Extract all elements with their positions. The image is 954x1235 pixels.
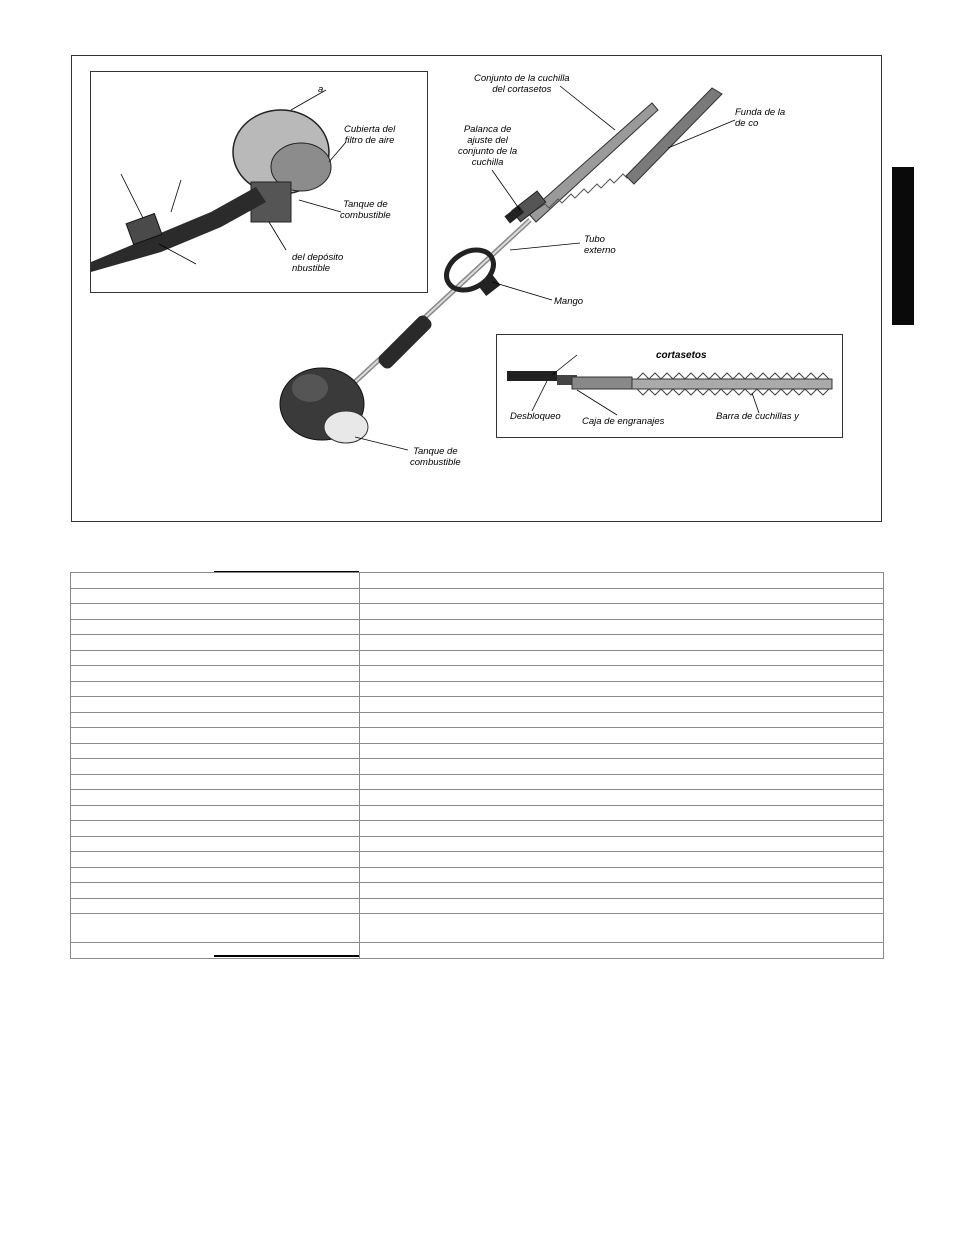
table-cell — [360, 805, 884, 821]
label-adjust-lever: Palanca de ajuste del conjunto de la cuchilla — [458, 124, 518, 168]
label-outer-tube: Tubo externo — [584, 234, 616, 256]
table-cell — [360, 836, 884, 852]
table-cell — [360, 743, 884, 759]
table-row — [71, 836, 884, 852]
table-cell — [71, 588, 360, 604]
engine-inset — [90, 71, 428, 293]
table-cell — [71, 697, 360, 713]
table-cell — [360, 898, 884, 914]
engine-closeup-illustration — [91, 72, 428, 293]
table-cell — [71, 619, 360, 635]
table-row — [71, 650, 884, 666]
table-cell — [71, 867, 360, 883]
table-row — [71, 604, 884, 620]
table-cell — [360, 943, 884, 959]
table-cell — [71, 821, 360, 837]
table-cell — [71, 635, 360, 651]
label-air-filter-cover: Cubierta del filtro de aire — [344, 124, 396, 146]
table-cell — [360, 821, 884, 837]
table-row — [71, 681, 884, 697]
table-cell — [71, 666, 360, 682]
specifications-table — [70, 572, 884, 959]
table-cell — [360, 635, 884, 651]
table-cell — [71, 728, 360, 744]
table-row — [71, 883, 884, 899]
table-cell — [360, 759, 884, 775]
table-cell — [71, 681, 360, 697]
table-cell — [360, 573, 884, 589]
table-row — [71, 619, 884, 635]
table-cell — [360, 681, 884, 697]
table-cell — [71, 790, 360, 806]
table-row — [71, 588, 884, 604]
label-fuel-tank-inset: Tanque de combustible — [340, 199, 391, 221]
table-cell — [360, 914, 884, 943]
table-cell — [360, 883, 884, 899]
table-cell — [71, 650, 360, 666]
table-row — [71, 666, 884, 682]
label-fuel-cap: del depósito nbustible — [292, 252, 344, 274]
table-row — [71, 852, 884, 868]
table-row — [71, 898, 884, 914]
table-row — [71, 790, 884, 806]
table-row — [71, 867, 884, 883]
table-cell — [360, 619, 884, 635]
table-cell — [71, 852, 360, 868]
label-blade-assembly: Conjunto de la cuchilla del cortasetos — [474, 73, 570, 95]
table-row — [71, 635, 884, 651]
table-cell — [71, 883, 360, 899]
label-gearbox: Caja de engranajes — [582, 416, 665, 426]
blade-sheath-drawing — [626, 88, 722, 184]
label-fuel-tank-main: Tanque de combustible — [410, 446, 461, 468]
label-unlock: Desbloqueo — [510, 411, 561, 422]
table-cell — [360, 728, 884, 744]
table-row — [71, 943, 884, 959]
table-cell — [71, 573, 360, 589]
label-engine-top: a — [318, 84, 324, 95]
table-cell — [360, 604, 884, 620]
table-row — [71, 759, 884, 775]
table-bottom-accent — [214, 955, 359, 957]
table-cell — [360, 852, 884, 868]
table-cell — [71, 743, 360, 759]
table-cell — [71, 914, 360, 943]
table-row — [71, 728, 884, 744]
label-blade-sheath: Funda de la de co — [735, 107, 786, 129]
table-row — [71, 743, 884, 759]
table-row — [71, 573, 884, 589]
rear-grip-drawing — [376, 313, 434, 371]
table-cell — [360, 588, 884, 604]
table-cell — [71, 712, 360, 728]
table-row — [71, 697, 884, 713]
table-cell — [360, 774, 884, 790]
table-cell — [71, 898, 360, 914]
table-row — [71, 712, 884, 728]
table-cell — [71, 759, 360, 775]
table-row — [71, 805, 884, 821]
section-tab — [892, 167, 914, 325]
table-cell — [360, 712, 884, 728]
label-head-title: cortasetos — [656, 350, 707, 361]
table-row — [71, 821, 884, 837]
label-handle: Mango — [554, 296, 584, 307]
table-cell — [71, 836, 360, 852]
table-cell — [360, 666, 884, 682]
table-cell — [71, 774, 360, 790]
table-cell — [360, 790, 884, 806]
table-cell — [71, 805, 360, 821]
table-row — [71, 914, 884, 943]
label-blade-bar: Barra de cuchillas y — [716, 411, 799, 422]
table-cell — [71, 604, 360, 620]
table-cell — [360, 867, 884, 883]
table-cell — [360, 697, 884, 713]
table-cell — [360, 650, 884, 666]
table-row — [71, 774, 884, 790]
